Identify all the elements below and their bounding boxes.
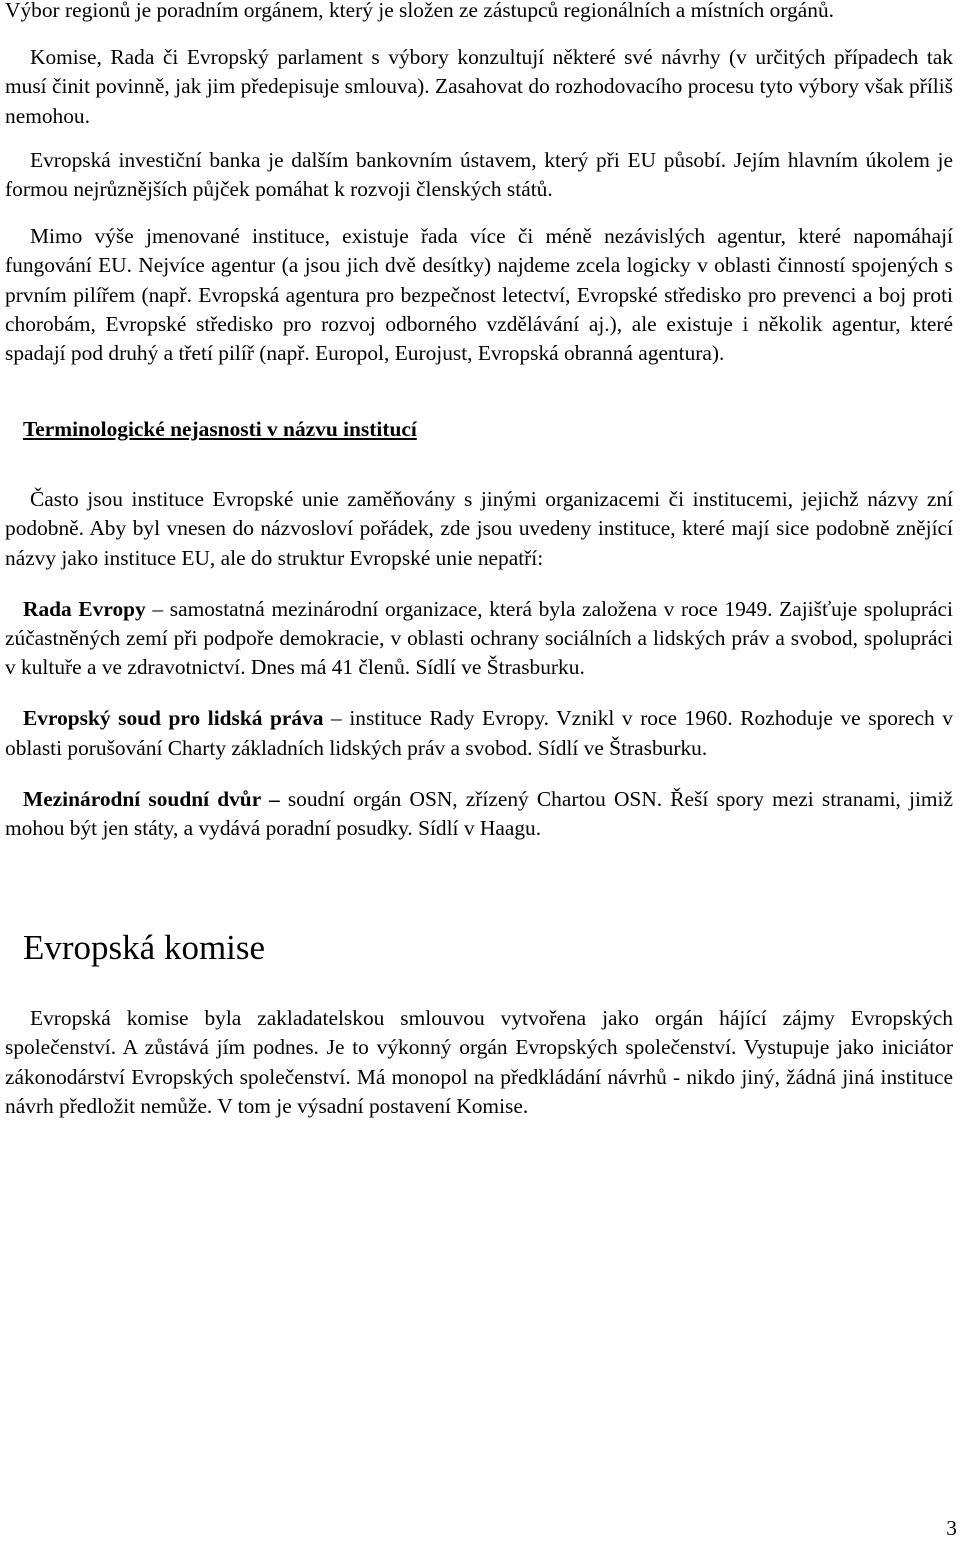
commission-heading: Evropská komise <box>23 928 266 968</box>
paragraph-committee-of-regions: Výbor regionů je poradním orgánem, který je složen ze zástupců regionálních a místních orgánů. <box>5 0 835 22</box>
paragraph-investment-bank: Evropská investiční banka je dalším bankovním ústavem, který při EU působí. Jejím hlavním úkolem je formou nejrůznějších půjček pomáhat k rozvoji členských států. <box>5 147 953 202</box>
page-number: 3 <box>946 1516 957 1540</box>
term-entry-international-court <box>5 785 953 843</box>
terminology-heading: Terminologické nejasnosti v názvu institucí <box>23 417 417 442</box>
paragraph-agencies: Mimo výše jmenované instituce, existuje řada více či méně nezávislých agentur, které napomáhají fungování EU. Nejvíce agentur (a jsou jich dvě desítky) najdeme zcela logicky v oblasti činností spojených s prvním pilířem (např. Evropská agentura pro bezpečnost letectví, Evropské středisko pro prevenci a boj proti chorobám, Evropské středisko pro rozvoj odborného vzdělávání aj.), ale existuje i několik agentur, které spadají pod druhý a třetí pilíř (např. Europol, Eurojust, Evropská obranná agentura). <box>5 224 953 366</box>
term-name: Evropský soud pro lidská práva <box>23 706 324 731</box>
term-name: Rada Evropy <box>23 596 146 621</box>
term-description: soudní orgán OSN, zřízený Chartou OSN. Řeší spory mezi stranami, jimiž mohou být jen státy, a vydává poradní posudky. Sídlí v Haagu. <box>5 786 953 841</box>
commission-paragraph: Evropská komise byla zakladatelskou smlouvou vytvořena jako orgán hájící zájmy Evropských společenství. A zůstává jím podnes. Je to výkonný orgán Evropských společenství. Vystupuje jako iniciátor zákonodárství Evropských společenství. Má monopol na předkládání návrhů - nikdo jiný, žádná jiná instituce návrh předložit nemůže. V tom je výsadní postavení Komise. <box>5 1006 953 1118</box>
term-entry-human-rights-court <box>5 704 953 762</box>
term-description: – instituce Rady Evropy. Vznikl v roce 1960. Rozhoduje ve sporech v oblasti porušování Charty základních lidských práv a svobod. Sídlí ve Štrasburku. <box>5 706 953 760</box>
terminology-intro: Často jsou instituce Evropské unie zaměňovány s jinými organizacemi či institucemi, jejichž názvy zní podobně. Aby byl vnesen do názvosloví pořádek, zde jsou uvedeny instituce, které mají sice podobně znějící názvy jako instituce EU, ale do struktur Evropské unie nepatří: <box>5 487 953 570</box>
term-name: Mezinárodní soudní dvůr – <box>23 786 280 811</box>
document-page <box>5 0 953 1121</box>
term-description: – samostatná mezinárodní organizace, která byla založena v roce 1949. Zajišťuje spolupráci zúčastněných zemí při podpoře demokracie, v oblasti ochrany sociálních a lidských práv a svobod, spolupráci v kultuře a ve zdravotnictví. Dnes má 41 členů. Sídlí ve Štrasburku. <box>5 596 953 680</box>
term-entry-council-of-europe <box>5 595 953 683</box>
paragraph-committee-consultation: Komise, Rada či Evropský parlament s výbory konzultují některé své návrhy (v určitých případech tak musí činit povinně, jak jim předepisuje smlouva). Zasahovat do rozhodovacího procesu tyto výbory však příliš nemohou. <box>5 45 953 128</box>
